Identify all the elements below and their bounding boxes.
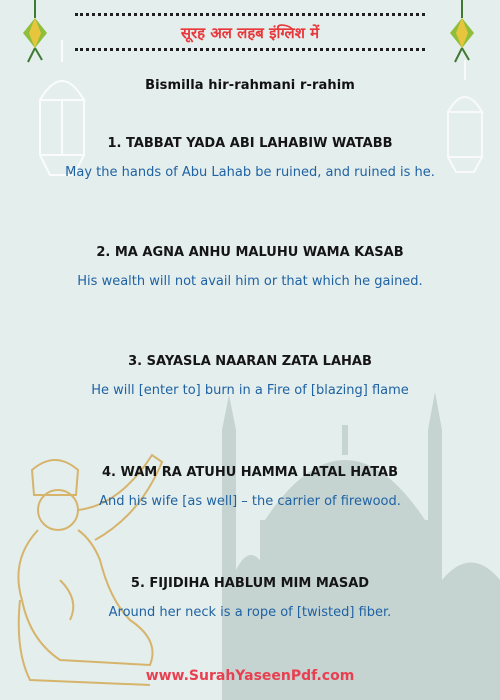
verse-2 [0, 242, 500, 296]
footer-website: www.SurahYaseenPdf.com [145, 668, 355, 684]
verse-3 [0, 351, 500, 405]
verse-transliteration: 1. TABBAT YADA ABI LAHABIW WATABB [107, 136, 393, 151]
bismilla-text: Bismilla hir-rahmani r-rahim [145, 78, 355, 93]
page-title: सूरह अल लहब इंग्लिश में [180, 24, 320, 42]
verse-transliteration: 3. SAYASLA NAARAN ZATA LAHAB [128, 354, 372, 369]
verse-transliteration: 4. WAM RA ATUHU HAMMA LATAL HATAB [101, 465, 399, 480]
dotted-divider [75, 48, 425, 51]
verse-5 [0, 573, 500, 627]
mosque-silhouette [222, 392, 500, 700]
dotted-divider [75, 13, 425, 16]
verse-translation: Around her neck is a rope of [twisted] fiber. [108, 605, 392, 620]
verse-1 [0, 133, 500, 187]
verse-translation: May the hands of Abu Lahab be ruined, and ruined is he. [65, 165, 435, 180]
verse-translation: His wealth will not avail him or that which he gained. [77, 274, 423, 289]
verse-transliteration: 5. FIJIDIHA HABLUM MIM MASAD [130, 576, 370, 591]
verse-translation: And his wife [as well] – the carrier of firewood. [99, 494, 401, 509]
verse-translation: He will [enter to] burn in a Fire of [blazing] flame [91, 383, 409, 398]
verse-transliteration: 2. MA AGNA ANHU MALUHU WAMA KASAB [96, 245, 404, 260]
verse-4 [0, 462, 500, 516]
